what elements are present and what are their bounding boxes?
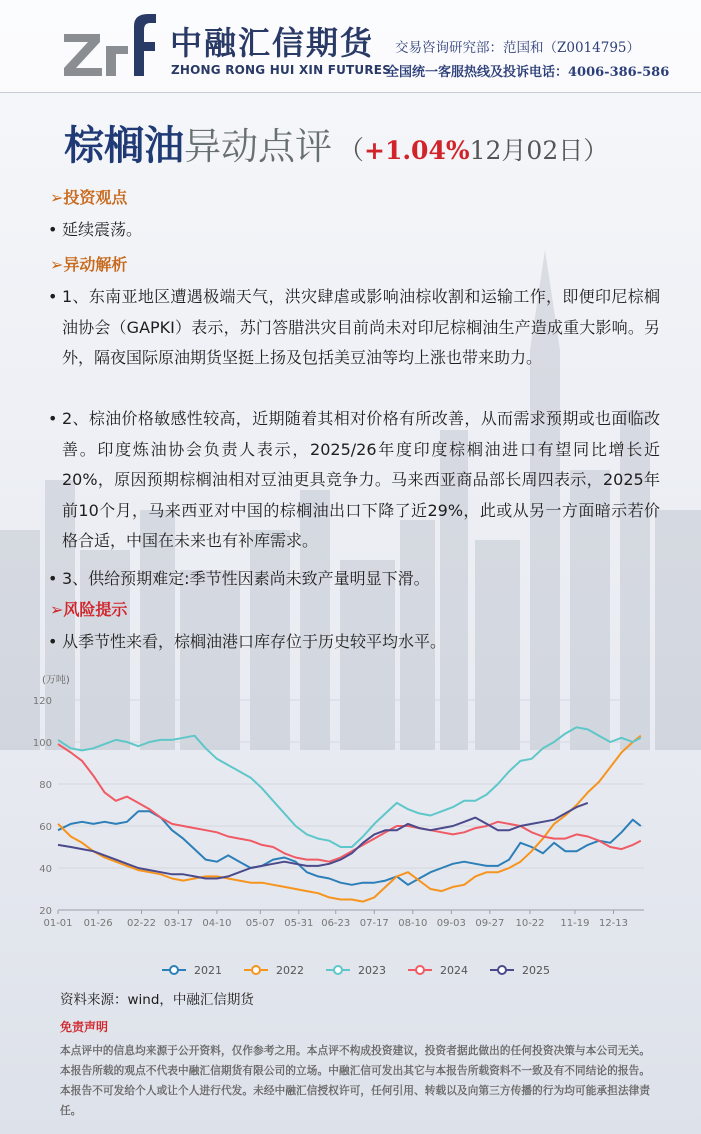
legend-label-2023: 2023 xyxy=(358,964,386,977)
risk-item: • 从季节性来看，棕榈油港口库存位于历史较平均水平。 xyxy=(48,627,660,658)
x-tick-label: 11-19 xyxy=(560,918,590,929)
title-date: 12月02日） xyxy=(469,136,609,165)
page-title xyxy=(64,114,608,171)
y-tick-label: 100 xyxy=(32,738,52,749)
bullet-icon: • xyxy=(48,409,58,428)
y-tick-label: 60 xyxy=(39,822,52,833)
legend-marker-2023 xyxy=(334,966,342,974)
legend-label-2022: 2022 xyxy=(276,964,304,977)
bullet-icon: • xyxy=(48,220,58,239)
disclaimer-text: 本点评中的信息均来源于公开资料，仅作参考之用。本点评不构成投资建议，投资者据此做出的任何投资决策与本公司无关。本报告所载的观点不代表中融汇信期货有限公司的立场。中融汇信可发出其它与本报告所载资料不一致及有不同结论的报告。本报告不可发给个人或让个人进行代发。未经中融汇信授权许可，任何引用、转载以及向第三方传播的行为均可能承担法律责任。 xyxy=(60,1045,650,1117)
legend-marker-2022 xyxy=(252,966,260,974)
price-change: +1.04% xyxy=(364,136,470,165)
series-line-2021 xyxy=(58,811,641,885)
x-tick-label: 12-13 xyxy=(598,918,629,929)
view-item: • 延续震荡。 xyxy=(48,215,660,246)
title-commodity: 棕榈油 xyxy=(64,122,184,169)
x-tick-label: 06-23 xyxy=(321,918,351,929)
report-header xyxy=(0,0,701,93)
x-tick-label: 01-01 xyxy=(43,918,73,929)
legend-marker-2025 xyxy=(498,966,506,974)
x-tick-label: 10-22 xyxy=(515,918,545,929)
y-tick-label: 40 xyxy=(39,864,52,875)
x-tick-label: 03-17 xyxy=(163,918,193,929)
x-tick-label: 07-17 xyxy=(359,918,389,929)
analyst-contact: 交易咨询研究部：范国和（Z0014795） xyxy=(395,40,641,56)
company-name-cn: 中融汇信期货 xyxy=(170,24,375,62)
x-tick-label: 09-27 xyxy=(475,918,505,929)
section-heading-analysis: ➢异动解析 xyxy=(50,255,128,274)
disclaimer-title: 免责声明 xyxy=(60,1020,109,1034)
x-tick-label: 08-10 xyxy=(398,918,428,929)
legend-label-2021: 2021 xyxy=(194,964,222,977)
x-tick-label: 05-31 xyxy=(284,918,314,929)
legend-label-2025: 2025 xyxy=(522,964,550,977)
y-tick-label: 20 xyxy=(39,906,52,917)
bullet-icon: • xyxy=(48,287,58,306)
section-heading-view: ➢投资观点 xyxy=(50,188,128,207)
title-type: 异动点评 xyxy=(184,125,332,168)
x-tick-label: 05-07 xyxy=(245,918,275,929)
y-tick-label: 80 xyxy=(39,780,52,791)
bullet-icon: • xyxy=(48,632,58,651)
analysis-item-1: • 1、东南亚地区遭遇极端天气，洪灾肆虐或影响油棕收割和运输工作，即便印尼棕榈油协会（GAPKI）表示，苏门答腊洪灾目前尚未对印尼棕榈油生产造成重大影响。另外，隔夜国际原油期货坚挺上扬及包括美豆油等均上涨也带来助力。 xyxy=(48,282,660,374)
zrhx-logo-mark xyxy=(62,12,158,82)
arrow-icon: ➢ xyxy=(50,255,64,274)
series-line-2025 xyxy=(58,803,588,879)
hotline: 全国统一客服热线及投诉电话：4006-386-586 xyxy=(386,65,670,80)
arrow-icon: ➢ xyxy=(50,188,64,207)
analysis-item-3: • 3、供给预期难定:季节性因素尚未致产量明显下滑。 xyxy=(48,564,660,595)
company-name-en: ZHONG RONG HUI XIN FUTURES xyxy=(171,63,392,77)
legend-marker-2024 xyxy=(416,966,424,974)
title-paren-open: （ xyxy=(338,136,365,166)
x-tick-label: 02-22 xyxy=(126,918,157,929)
bullet-icon: • xyxy=(48,569,58,588)
x-tick-label: 09-03 xyxy=(436,918,466,929)
y-tick-label: 120 xyxy=(32,696,52,707)
series-line-2022 xyxy=(58,736,641,902)
legend-marker-2021 xyxy=(170,966,178,974)
arrow-icon: ➢ xyxy=(50,600,64,619)
section-heading-risk: ➢风险提示 xyxy=(50,600,128,619)
data-source: 资料来源：wind，中融汇信期货 xyxy=(60,992,254,1008)
x-tick-label: 01-26 xyxy=(83,918,113,929)
series-line-2023 xyxy=(58,727,641,847)
legend-label-2024: 2024 xyxy=(440,964,468,977)
y-unit-label: (万吨) xyxy=(42,675,70,686)
x-tick-label: 04-10 xyxy=(202,918,232,929)
analysis-item-2: • 2、棕油价格敏感性较高，近期随着其相对价格有所改善，从而需求预期或也面临改善。印度炼油协会负责人表示，2025/26年度印度棕榈油进口有望同比增长近20%，原因预期棕榈油相对豆油更具竞争力。马来西亚商品部长周四表示，2025年前10个月，马来西亚对中国的棕榈油出口下降了近29%，此或从另一方面暗示若价格合适，中国在未来也有补库需求。 xyxy=(48,404,660,557)
inventory-line-chart xyxy=(30,668,670,988)
